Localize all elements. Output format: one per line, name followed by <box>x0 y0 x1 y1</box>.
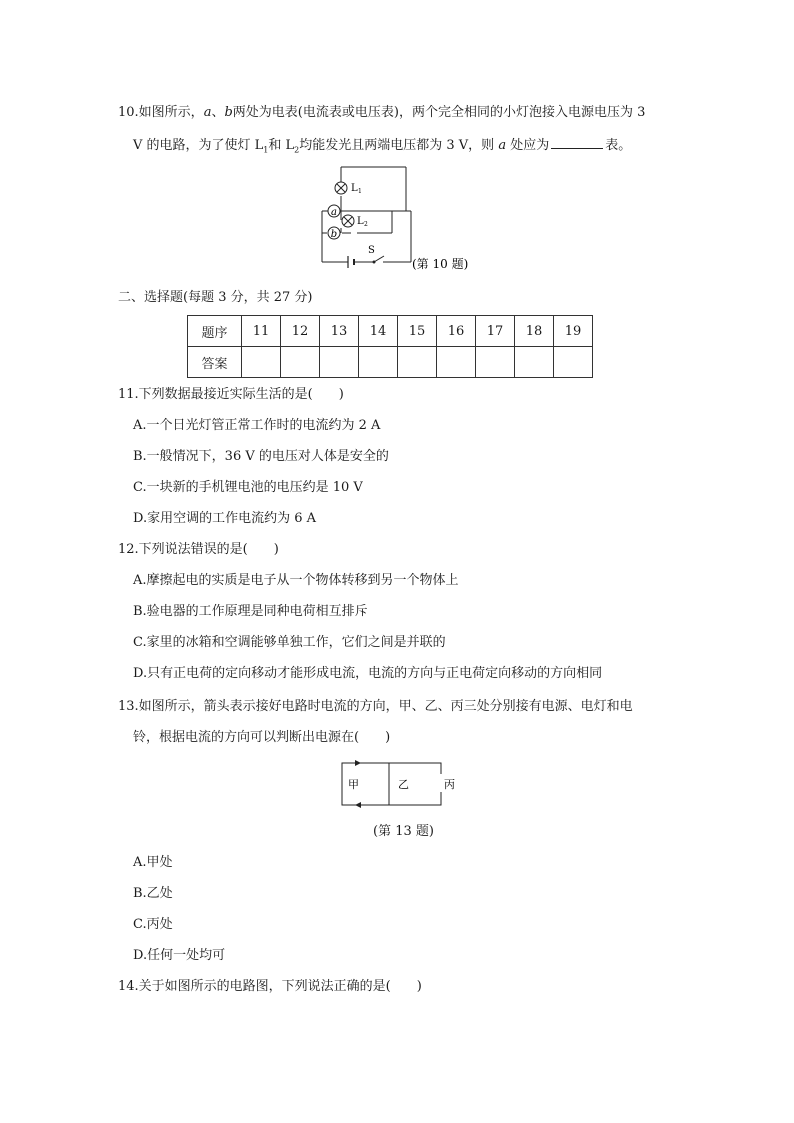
label-bing: 丙 <box>444 778 455 791</box>
q13-stem-line-2: 铃，根据电流的方向可以判断出电源在( ) <box>133 730 391 745</box>
answer-cell[interactable] <box>359 347 398 378</box>
meter-b-label: b <box>330 229 338 240</box>
answer-table-row-numbers <box>188 316 593 347</box>
q10-sub-1: 1 <box>263 145 269 155</box>
q10-line-1 <box>118 105 645 121</box>
q11-option-a: A.一个日光灯管正常工作时的电流约为 2 A <box>133 418 381 433</box>
q13-option-a: A.甲处 <box>133 855 173 870</box>
q12-option-b: B.验电器的工作原理是同种电荷相互排斥 <box>133 604 368 619</box>
lamp-l2-icon <box>342 215 354 227</box>
label-l1: L <box>351 183 358 194</box>
label-jia: 甲 <box>348 778 359 791</box>
q11-option-d: D.家用空调的工作电流约为 6 A <box>133 511 317 526</box>
q11-stem: 11.下列数据最接近实际生活的是( ) <box>118 387 344 402</box>
arrow-bottom-icon <box>355 802 361 808</box>
q14-stem: 14.关于如图所示的电路图，下列说法正确的是( ) <box>118 979 422 994</box>
q12-stem: 12.下列说法错误的是( ) <box>118 542 279 557</box>
q11-option-c: C.一块新的手机锂电池的电压约是 10 V <box>133 480 363 495</box>
answer-table <box>187 315 593 378</box>
q13-caption: (第 13 题) <box>373 824 434 839</box>
q10-line2-d: 处应为 <box>510 138 550 153</box>
q11-option-b: B.一般情况下，36 V 的电压对人体是安全的 <box>133 449 389 464</box>
answer-cell[interactable] <box>398 347 437 378</box>
q10-var-b: b <box>224 105 233 120</box>
label-l2: L <box>357 216 364 227</box>
arrow-top-icon <box>355 760 361 766</box>
answer-cell[interactable] <box>320 347 359 378</box>
q10-line2-c: 均能发光且两端电压都为 3 V，则 <box>299 138 495 153</box>
section-2-title: 二、选择题(每题 3 分，共 27 分) <box>118 290 313 305</box>
q10-sub-2: 2 <box>294 145 300 155</box>
label-l2-sub: 2 <box>364 221 368 228</box>
q10-sep: 、 <box>211 105 225 120</box>
q10-circuit-figure <box>310 160 520 275</box>
answer-cell[interactable] <box>554 347 593 378</box>
meter-a-label: a <box>331 207 337 218</box>
answer-table-number: 18 <box>515 316 554 347</box>
q13-option-b: B.乙处 <box>133 886 173 901</box>
switch-pivot <box>373 261 376 264</box>
q10-line2-b: 和 L <box>268 138 295 153</box>
q12-option-a: A.摩擦起电的实质是电子从一个物体转移到另一个物体上 <box>133 573 459 588</box>
q13-circuit-figure <box>335 758 465 810</box>
q10-line2-e: 表。 <box>605 138 632 153</box>
lamp-l1-icon <box>335 182 347 194</box>
answer-table-head-order: 题序 <box>188 316 242 347</box>
answer-cell[interactable] <box>281 347 320 378</box>
q10-var-a2: a <box>498 138 507 153</box>
answer-cell[interactable] <box>476 347 515 378</box>
q10-line2-a: V 的电路，为了使灯 L <box>133 138 264 153</box>
label-switch: S <box>368 245 375 256</box>
q10-answer-blank <box>551 136 603 149</box>
answer-cell[interactable] <box>242 347 281 378</box>
answer-table-head-answer: 答案 <box>188 347 242 378</box>
q13-stem-line-1: 13.如图所示，箭头表示接好电路时电流的方向，甲、乙、丙三处分别接有电源、电灯和电 <box>118 699 633 714</box>
label-yi: 乙 <box>398 778 409 791</box>
q13-option-d: D.任何一处均可 <box>133 948 226 963</box>
answer-table-number: 11 <box>242 316 281 347</box>
answer-table-number: 15 <box>398 316 437 347</box>
answer-table-number: 17 <box>476 316 515 347</box>
answer-table-row-answers <box>188 347 593 378</box>
answer-cell[interactable] <box>515 347 554 378</box>
q10-caption: (第 10 题) <box>412 257 469 271</box>
answer-table-number: 12 <box>281 316 320 347</box>
q12-option-c: C.家里的冰箱和空调能够单独工作，它们之间是并联的 <box>133 635 446 650</box>
q10-var-a: a <box>203 105 212 120</box>
q10-line-2 <box>133 136 631 159</box>
answer-table-number: 13 <box>320 316 359 347</box>
q10-line1-b: 两处为电表(电流表或电压表)，两个完全相同的小灯泡接入电源电压为 3 <box>232 105 646 120</box>
q12-option-d: D.只有正电荷的定向移动才能形成电流，电流的方向与正电荷定向移动的方向相同 <box>133 666 603 681</box>
answer-cell[interactable] <box>437 347 476 378</box>
q13-option-c: C.丙处 <box>133 917 173 932</box>
answer-table-number: 16 <box>437 316 476 347</box>
answer-table-number: 14 <box>359 316 398 347</box>
answer-table-number: 19 <box>554 316 593 347</box>
q10-line1-a: 10.如图所示， <box>118 105 204 120</box>
label-l1-sub: 1 <box>358 188 362 195</box>
